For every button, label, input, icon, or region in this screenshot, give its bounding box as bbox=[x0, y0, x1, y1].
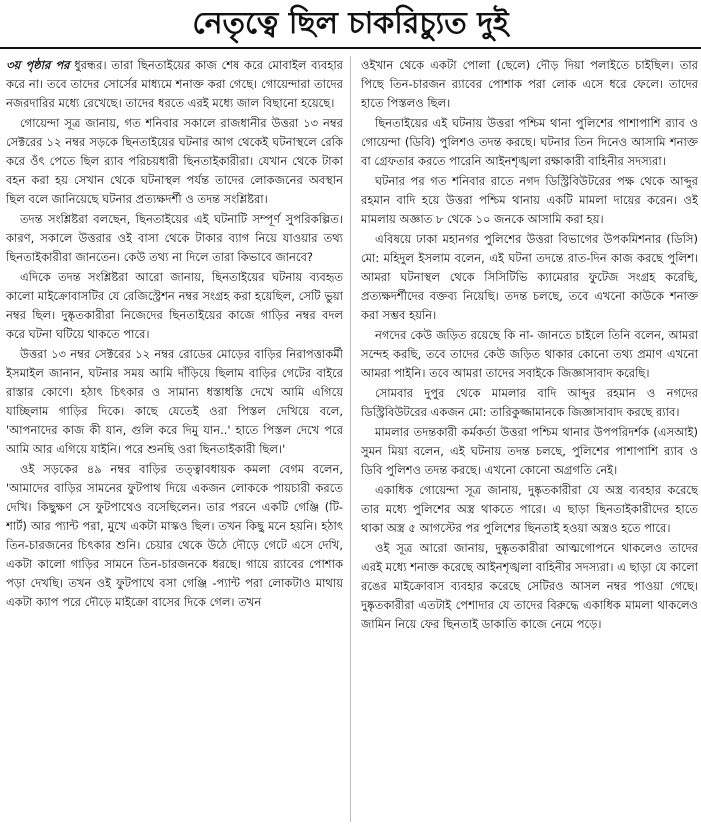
right-column bbox=[361, 56, 698, 822]
paragraph: উত্তরা ১৩ নম্বর সেক্টরের ১২ নম্বর রোডের মোড়ের বাড়ির নিরাপত্তাকর্মী ইসমাইল জানান, ঘটনার সময় আমি দাঁড়িয়ে ছিলাম বাড়ির গেটের বাইরে রাস্তার কোণে। হঠাৎ চিৎকার ও সামান্য ধস্তাধস্তি দেখে আমি এগিয়ে যাচ্ছিলাম গাড়ির দিকে। কাছে যেতেই ওরা পিস্তল দেখিয়ে বলে, 'আপনাদের কাজ কী যান, গুলি করে দিমু যান..' হাতে পিস্তল দেখে পরে আমি আর এগিয়ে যাইনি। পরে শুনছি ওরা ছিনতাইকারী ছিল।' bbox=[6, 347, 343, 456]
paragraph: ওইখান থেকে একটা পোলা (ছেলে) দৌড় দিয়া পলাইতে চাইছিল। তার পিছে তিন-চারজন র‍্যাবের পোশাক পরা লোক এসে ধরে ফেলে। তাদের হাতে পিস্তলও ছিল। bbox=[361, 58, 698, 110]
paragraph: এদিকে তদন্ত সংশ্লিষ্টরা আরো জানায়, ছিনতাইয়ের ঘটনায় ব্যবহৃত কালো মাইক্রোবাসটির যে রেজিস্ট্রেশন নম্বর সংগ্রহ করা হয়েছিল, সেটি ভুয়া নম্বর ছিল। দুষ্কৃতকারীরা নিজেদের ছিনতাইয়ের কাজে গাড়ির নম্বর বদল করে ঘটনা ঘটিয়ে থাকতে পারে। bbox=[6, 270, 343, 341]
column-divider bbox=[350, 56, 351, 822]
headline: নেতৃত্বে ছিল চাকরিচ্যুত দুই bbox=[192, 6, 509, 41]
paragraph: তদন্ত সংশ্লিষ্টরা বলছেন, ছিনতাইয়ের এই ঘটনাটি সম্পূর্ণ সুপরিকল্পিত। কারণ, সকালে উত্তরার ওই বাসা থেকে টাকার ব্যাগ নিয়ে যাওয়ার তথ্য ছিনতাইকারীরা জানতেন। কেউ তথ্য না দিলে তারা কিভাবে জানবে? bbox=[6, 212, 343, 264]
paragraph-text: ধুরন্ধর। তারা ছিনতাইয়ের কাজ শেষ করে মোবাইল ব্যবহার করে না। তবে তাদের সোর্সের মাধ্যমে শনাক্ত করা গেছে। গোয়েন্দারা তাদের নজরদারির মধ্যে রেখেছে। তাদের ধরতে এরই মধ্যে জাল বিছানো হয়েছে। bbox=[6, 58, 343, 110]
continued-label: ৩য় পৃষ্ঠার পর bbox=[6, 58, 70, 72]
paragraph: নগদের কেউ জড়িত রয়েছে কি না- জানতে চাইলে তিনি বলেন, আমরা সন্দেহ করছি, তবে তাদের কেউ জড়িত থাকার কোনো তথ্য প্রমাণ এখনো আমরা পাইনি। তবে আমরা তাদের সবাইকে জিজ্ঞাসাবাদ করেছি। bbox=[361, 328, 698, 380]
paragraph: ওই সূত্র আরো জানায়, দুষ্কৃতকারীরা আত্মগোপনে থাকলেও তাদের এরই মধ্যে শনাক্ত করেছে আইনশৃঙ্খলা বাহিনীর সদস্যরা। এ ছাড়া যে কালো রঙের মাইক্রোবাস ব্যবহার করেছে সেটিরও আসল নম্বর পাওয়া গেছে। দুষ্কৃতকারীরা এতটাই পেশাদার যে তাদের বিরুদ্ধে একাধিক মামলা থাকলেও জামিন নিয়ে ফের ছিনতাই ডাকাতি কাজে নেমে পড়ে। bbox=[361, 541, 698, 631]
paragraph: গোয়েন্দা সূত্র জানায়, গত শনিবার সকালে রাজধানীর উত্তরা ১৩ নম্বর সেক্টরের ১২ নম্বর সড়কে ছিনতাইয়ের ঘটনার আগ থেকেই ঘটনাস্থলে রেকি করে ওঁৎ পেতে ছিল র‍্যাব পরিচয়ধারী ছিনতাইকারীরা। যেখান থেকে টাকা বহন করা হয় সেখান থেকে ঘটনাস্থল পর্যন্ত তাদের লোকজনের অবস্থান ছিল বলে জানিয়েছে ঘটনার প্রত্যক্ষদর্শী ও তদন্ত সংশ্লিষ্টরা। bbox=[6, 116, 343, 206]
headline-rule bbox=[0, 47, 701, 49]
left-column bbox=[6, 56, 343, 822]
paragraph: ছিনতাইয়ের এই ঘটনায় উত্তরা পশ্চিম থানা পুলিশের পাশাপাশি র‍্যাব ও গোয়েন্দা (ডিবি) পুলিশও তদন্ত করছে। ঘটনার তিন দিনেও আসামি শনাক্ত বা গ্রেফতার করতে পারেনি আইনশৃঙ্খলা রক্ষাকারী বাহিনীর সদস্যরা। bbox=[361, 116, 698, 168]
paragraph: সোমবার দুপুর থেকে মামলার বাদি আব্দুর রহমান ও নগদের ডিস্ট্রিবিউটরের একজন মো: তারিকুজ্জামানকে জিজ্ঞাসাবাদ করছে র‍্যাব। bbox=[361, 386, 698, 419]
paragraph: মামলার তদন্তকারী কর্মকর্তা উত্তরা পশ্চিম থানার উপপরিদর্শক (এসআই) সুমন মিয়া বলেন, এই ঘটনায় তদন্ত চলছে, পুলিশের পাশাপাশি র‍্যাব ও ডিবি পুলিশও তদন্ত করছে। এখনো কোনো অগ্রগতি নেই। bbox=[361, 425, 698, 477]
paragraph: একাধিক গোয়েন্দা সূত্র জানায়, দুষ্কৃতকারীরা যে অস্ত্র ব্যবহার করেছে তার মধ্যে পুলিশের অস্ত্র থাকতে পারে। এ ছাড়া ছিনতাইকারীদের হাতে থাকা অস্ত্র ৫ আগস্টের পর পুলিশের ছিনতাই হওয়া অস্ত্রও হতে পারে। bbox=[361, 483, 698, 535]
paragraph-intro bbox=[6, 56, 343, 113]
paragraph: এবিষয়ে ঢাকা মহানগর পুলিশের উত্তরা বিভাগের উপকমিশনার (ডিসি) মো: মহিদুল ইসলাম বলেন, এই ঘটনা তদন্তে রাত-দিন কাজ করছে পুলিশ। আমরা ঘটনাস্থল থেকে সিসিটিভি ক্যামেরার ফুটেজ সংগ্রহ করেছি, প্রত্যক্ষদর্শীদের বক্তব্য নিয়েছি। তদন্ত চলছে, তবে এখনো কাউকে শনাক্ত করা সম্ভব হয়নি। bbox=[361, 232, 698, 322]
paragraph: ঘটনার পর গত শনিবার রাতে নগদ ডিস্ট্রিবিউটরের পক্ষ থেকে আব্দুর রহমান বাদি হয়ে উত্তরা পশ্চিম থানায় একটি মামলা দায়ের করেন। ওই মামলায় অজ্ঞাত ৮ থেকে ১০ জনকে আসামি করা হয়। bbox=[361, 174, 698, 226]
paragraph: ওই সড়কের ৪৯ নম্বর বাড়ির তত্ত্বাবধায়ক কমলা বেগম বলেন, 'আমাদের বাড়ির সামনের ফুটপাথ দিয়ে একজন লোককে পায়চারী করতে দেখি। কিছুক্ষণ সে ফুটপাথেও বসেছিলেন। তার পরনে একটি গেঞ্জি (টি-শার্ট) আর প্যান্ট পরা, মুখে একটা মাস্কও ছিল। তখন কিছু মনে হয়নি। হঠাৎ তিন-চারজনের চিৎকার শুনি। চেয়ার থেকে উঠে দৌড়ে গেটে এসে দেখি, একটা কালো গাড়ির সামনে তিন-চারজনকে ধরছে। গায়ে র‍্যাবের পোশাক পড়া দেখছি। তখন ওই ফুটপাথে বসা গেঞ্জি -প্যান্ট পরা লোকটাও মাথায় একটা ক্যাপ পরে দৌড়ে মাইক্রো বাসের দিকে গেল। তখন bbox=[6, 462, 343, 609]
